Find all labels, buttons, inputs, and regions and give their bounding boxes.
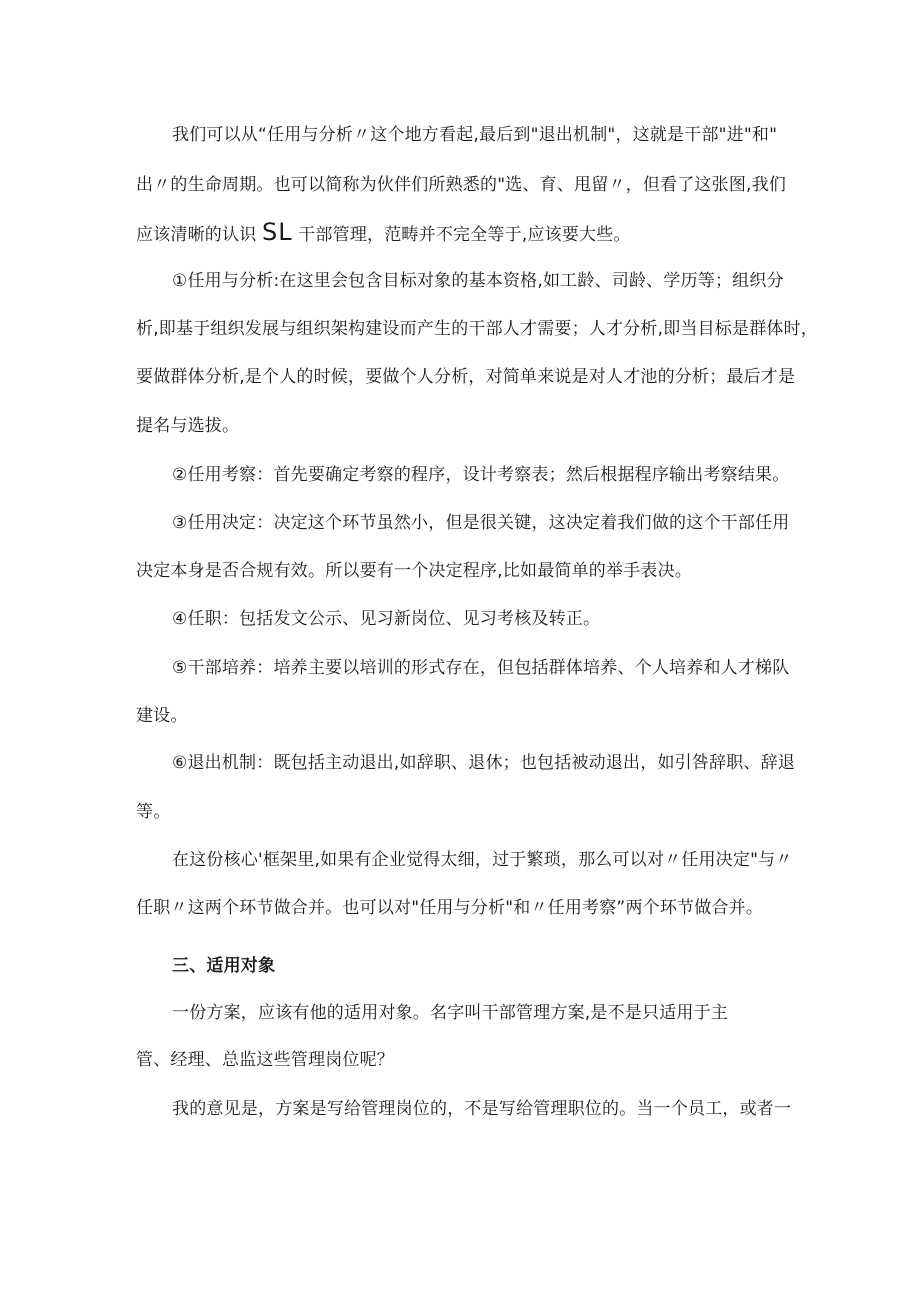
item3-line-2: 决定本身是否合规有效。所以要有一个决定程序,比如最简单的举手表决。 [136, 561, 693, 581]
intro-line-3 [136, 218, 631, 246]
intro-line-3-sl: SL [262, 218, 293, 246]
item3-line-1: ③任用决定：决定这个环节虽然小，但是很关键，这决定着我们做的这个干部任用 [172, 513, 790, 533]
section3-p2-line-1: 我的意见是，方案是写给管理岗位的，不是写给管理职位的。当一个员工，或者一 [172, 1099, 792, 1119]
item1-line-1: ①任用与分析:在这里会包含目标对象的基本资格,如工龄、司龄、学历等；组织分 [172, 271, 784, 291]
section3-p1-line-1: 一份方案，应该有他的适用对象。名字叫干部管理方案,是不是只适用于主 [172, 1003, 729, 1023]
merge-line-1: 在这份核心'框架里,如果有企业觉得太细，过于繁琐，那么可以对〃任用决定"与〃 [172, 850, 793, 870]
item5-line-1: ⑤干部培养：培养主要以培训的形式存在，但包括群体培养、个人培养和人才梯队 [172, 658, 790, 678]
item2-line-1: ②任用考察：首先要确定考察的程序，设计考察表；然后根据程序输出考察结果。 [172, 465, 790, 485]
item1-line-4: 提名与选拔。 [136, 416, 240, 436]
section3-p1-line-2: 管、经理、总监这些管理岗位呢？ [136, 1050, 394, 1070]
merge-line-2: 任职〃这两个环节做合并。也可以对"任用与分析"和〃任用考察”两个环节做合并。 [136, 898, 764, 918]
intro-line-2: 出〃的生命周期。也可以简称为伙伴们所熟悉的"选、育、甩留〃，但看了这张图,我们 [136, 175, 787, 195]
intro-line-1: 我们可以从“任用与分析〃这个地方看起,最后到"退出机制"，这就是干部"进"和" [172, 125, 778, 145]
item6-line-2: 等。 [136, 802, 171, 822]
intro-line-3-post: 干部管理，范畴并不完全等于,应该要大些。 [298, 225, 631, 245]
item4-line-1: ④任职：包括发文公示、见习新岗位、见习考核及转正。 [172, 609, 601, 629]
item1-line-3: 要做群体分析,是个人的时候，要做个人分析，对简单来说是对人才池的分析；最后才是 [136, 367, 796, 387]
item5-line-2: 建设。 [136, 706, 188, 726]
item6-line-1: ⑥退出机制：既包括主动退出,如辞职、退休；也包括被动退出，如引咎辞职、辞退 [172, 753, 796, 773]
section-heading: 三、适用对象 [172, 956, 276, 976]
item1-line-2: 析,即基于组织发展与组织架构建设而产生的干部人才需要；人才分析,即当目标是群体时， [136, 319, 819, 339]
intro-line-3-pre: 应该清晰的认识 [136, 225, 257, 245]
